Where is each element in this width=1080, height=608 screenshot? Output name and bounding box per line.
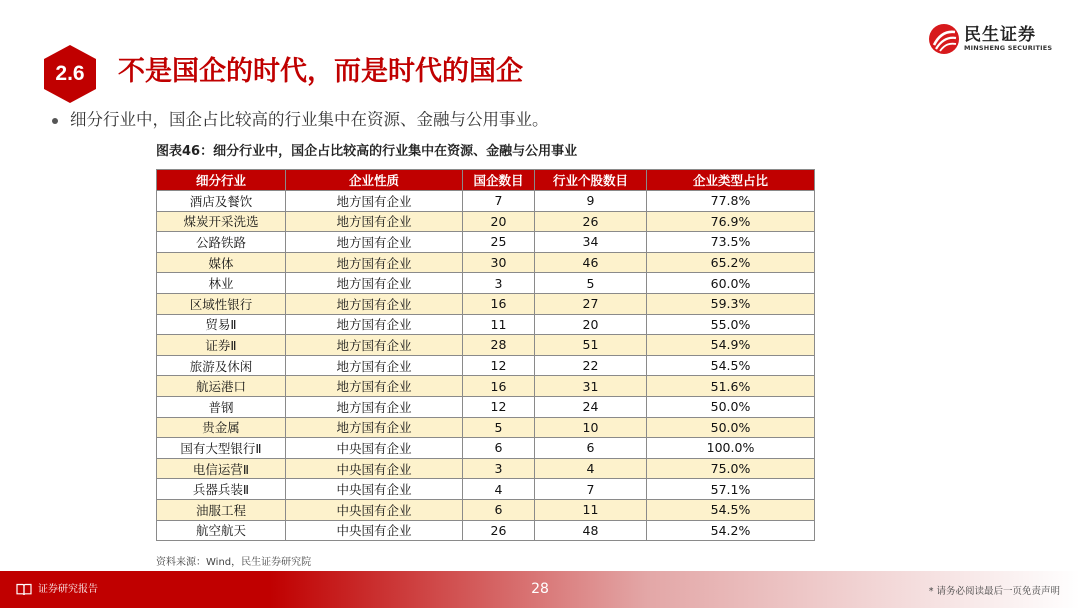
cell-soe-count: 16 xyxy=(463,376,535,397)
cell-ownership: 地方国有企业 xyxy=(286,273,463,294)
cell-ratio: 76.9% xyxy=(647,211,815,232)
cell-ratio: 51.6% xyxy=(647,376,815,397)
cell-ratio: 54.2% xyxy=(647,520,815,541)
book-icon xyxy=(16,583,32,596)
cell-soe-count: 20 xyxy=(463,211,535,232)
cell-ownership: 地方国有企业 xyxy=(286,355,463,376)
cell-ratio: 54.5% xyxy=(647,499,815,520)
cell-ownership: 中央国有企业 xyxy=(286,479,463,500)
cell-ratio: 57.1% xyxy=(647,479,815,500)
cell-stock-count: 34 xyxy=(535,232,647,253)
cell-soe-count: 11 xyxy=(463,314,535,335)
cell-ratio: 54.9% xyxy=(647,335,815,356)
cell-soe-count: 30 xyxy=(463,252,535,273)
cell-ownership: 地方国有企业 xyxy=(286,335,463,356)
table-row xyxy=(157,273,815,294)
cell-stock-count: 5 xyxy=(535,273,647,294)
cell-industry: 林业 xyxy=(157,273,286,294)
table-row xyxy=(157,355,815,376)
table-row xyxy=(157,499,815,520)
table-row xyxy=(157,211,815,232)
cell-ownership: 地方国有企业 xyxy=(286,232,463,253)
cell-stock-count: 51 xyxy=(535,335,647,356)
cell-stock-count: 27 xyxy=(535,293,647,314)
section-number: 2.6 xyxy=(55,62,85,85)
cell-soe-count: 7 xyxy=(463,191,535,212)
brand-name-en: MINSHENG SECURITIES xyxy=(964,43,1053,52)
cell-soe-count: 3 xyxy=(463,458,535,479)
brand-logo xyxy=(928,22,1052,56)
cell-industry: 酒店及餐饮 xyxy=(157,191,286,212)
cell-stock-count: 22 xyxy=(535,355,647,376)
cell-ownership: 中央国有企业 xyxy=(286,499,463,520)
cell-industry: 贵金属 xyxy=(157,417,286,438)
cell-industry: 航运港口 xyxy=(157,376,286,397)
table-header-row xyxy=(157,170,815,191)
table-row xyxy=(157,479,815,500)
figure-caption: 图表46：细分行业中，国企占比较高的行业集中在资源、金融与公用事业 xyxy=(156,144,578,159)
bullet-text: 细分行业中，国企占比较高的行业集中在资源、金融与公用事业。 xyxy=(70,110,549,129)
cell-stock-count: 31 xyxy=(535,376,647,397)
table-row xyxy=(157,293,815,314)
cell-ratio: 65.2% xyxy=(647,252,815,273)
table-row xyxy=(157,335,815,356)
cell-ratio: 100.0% xyxy=(647,438,815,459)
cell-ratio: 50.0% xyxy=(647,396,815,417)
cell-stock-count: 26 xyxy=(535,211,647,232)
cell-ownership: 地方国有企业 xyxy=(286,396,463,417)
cell-industry: 贸易Ⅱ xyxy=(157,314,286,335)
cell-ratio: 59.3% xyxy=(647,293,815,314)
cell-ownership: 地方国有企业 xyxy=(286,211,463,232)
cell-stock-count: 46 xyxy=(535,252,647,273)
cell-industry: 媒体 xyxy=(157,252,286,273)
page-title: 不是国企的时代，而是时代的国企 xyxy=(118,56,523,87)
header-industry: 细分行业 xyxy=(157,170,286,191)
cell-ownership: 地方国有企业 xyxy=(286,376,463,397)
cell-soe-count: 28 xyxy=(463,335,535,356)
cell-industry: 旅游及休闲 xyxy=(157,355,286,376)
cell-industry: 证券Ⅱ xyxy=(157,335,286,356)
cell-stock-count: 9 xyxy=(535,191,647,212)
bullet-point xyxy=(52,108,549,132)
cell-soe-count: 5 xyxy=(463,417,535,438)
cell-ratio: 75.0% xyxy=(647,458,815,479)
cell-soe-count: 3 xyxy=(463,273,535,294)
cell-soe-count: 16 xyxy=(463,293,535,314)
table-row xyxy=(157,417,815,438)
table-row xyxy=(157,458,815,479)
cell-industry: 油服工程 xyxy=(157,499,286,520)
cell-ownership: 中央国有企业 xyxy=(286,520,463,541)
cell-soe-count: 12 xyxy=(463,355,535,376)
cell-industry: 航空航天 xyxy=(157,520,286,541)
cell-industry: 兵器兵装Ⅱ xyxy=(157,479,286,500)
cell-stock-count: 7 xyxy=(535,479,647,500)
cell-stock-count: 4 xyxy=(535,458,647,479)
cell-industry: 电信运营Ⅱ xyxy=(157,458,286,479)
table-row xyxy=(157,396,815,417)
cell-soe-count: 26 xyxy=(463,520,535,541)
cell-ownership: 地方国有企业 xyxy=(286,191,463,212)
cell-industry: 公路铁路 xyxy=(157,232,286,253)
cell-ratio: 54.5% xyxy=(647,355,815,376)
cell-industry: 煤炭开采洗选 xyxy=(157,211,286,232)
cell-stock-count: 48 xyxy=(535,520,647,541)
cell-soe-count: 6 xyxy=(463,438,535,459)
disclaimer-note: * 请务必阅读最后一页免责声明 xyxy=(928,586,1060,597)
table-row xyxy=(157,314,815,335)
header-ownership: 企业性质 xyxy=(286,170,463,191)
cell-ownership: 地方国有企业 xyxy=(286,314,463,335)
header-stock-count: 行业个股数目 xyxy=(535,170,647,191)
cell-ratio: 60.0% xyxy=(647,273,815,294)
cell-industry: 普钢 xyxy=(157,396,286,417)
page-number: 28 xyxy=(531,581,549,597)
table-row xyxy=(157,232,815,253)
cell-ownership: 地方国有企业 xyxy=(286,252,463,273)
industry-table xyxy=(156,169,815,541)
cell-ratio: 50.0% xyxy=(647,417,815,438)
source-note: 资料来源：Wind，民生证券研究院 xyxy=(156,557,312,568)
cell-industry: 国有大型银行Ⅱ xyxy=(157,438,286,459)
footer-label: 证券研究报告 xyxy=(38,584,98,595)
table-row xyxy=(157,438,815,459)
cell-soe-count: 12 xyxy=(463,396,535,417)
header-soe-count: 国企数目 xyxy=(463,170,535,191)
cell-stock-count: 20 xyxy=(535,314,647,335)
brand-name-cn: 民生证券 xyxy=(964,24,1036,45)
cell-industry: 区域性银行 xyxy=(157,293,286,314)
cell-stock-count: 11 xyxy=(535,499,647,520)
cell-ownership: 中央国有企业 xyxy=(286,458,463,479)
cell-ownership: 中央国有企业 xyxy=(286,438,463,459)
cell-ownership: 地方国有企业 xyxy=(286,293,463,314)
cell-ratio: 55.0% xyxy=(647,314,815,335)
header-ratio: 企业类型占比 xyxy=(647,170,815,191)
cell-stock-count: 10 xyxy=(535,417,647,438)
cell-soe-count: 6 xyxy=(463,499,535,520)
footer-bar xyxy=(0,571,1080,608)
table-row xyxy=(157,520,815,541)
table-row xyxy=(157,376,815,397)
cell-soe-count: 4 xyxy=(463,479,535,500)
minsheng-logo-icon xyxy=(928,23,960,55)
cell-stock-count: 6 xyxy=(535,438,647,459)
table-row xyxy=(157,191,815,212)
cell-ownership: 地方国有企业 xyxy=(286,417,463,438)
table-row xyxy=(157,252,815,273)
cell-ratio: 73.5% xyxy=(647,232,815,253)
cell-stock-count: 24 xyxy=(535,396,647,417)
bullet-dot-icon xyxy=(52,118,58,124)
cell-ratio: 77.8% xyxy=(647,191,815,212)
section-badge xyxy=(40,44,100,104)
cell-soe-count: 25 xyxy=(463,232,535,253)
